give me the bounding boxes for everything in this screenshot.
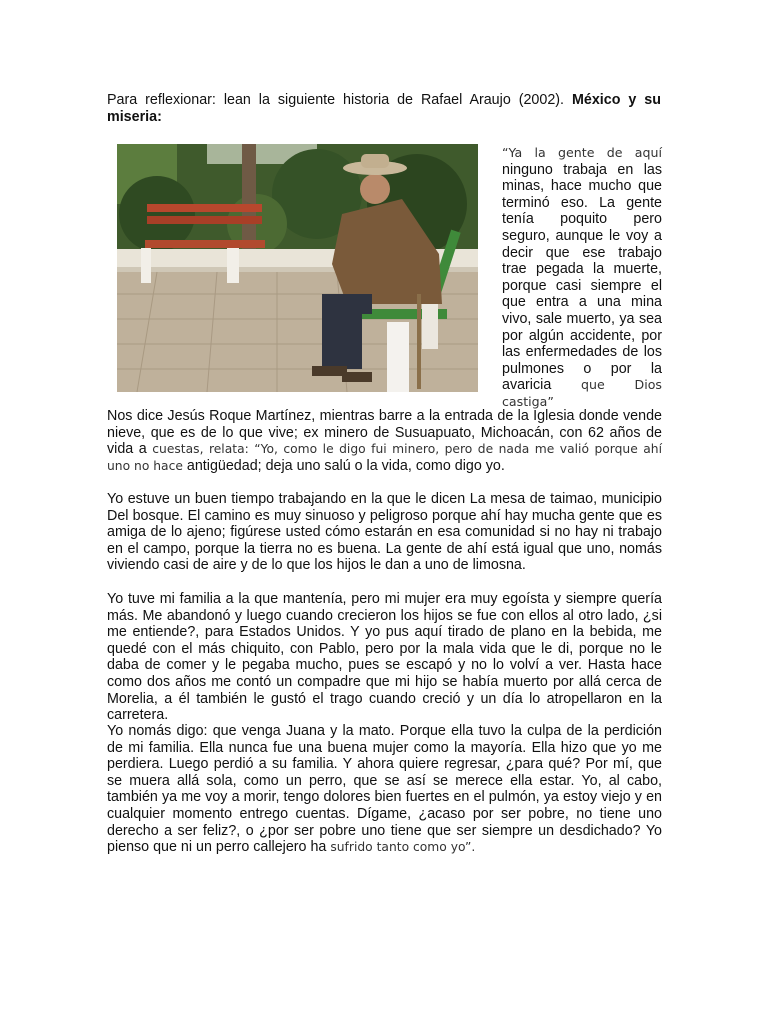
paragraph-3: Yo tuve mi familia a la que mantenía, pero mi mujer era muy egoísta y siempre quería más. Me abandonó y luego cuando crecieron los hijos se fue con ellos al otro lado, ¿si me entiende?, para Estados Unidos. Y yo pus aquí tirado de plano en la bebida, me quedé con el más chiquito, con Pablo, pero por la mala vida que le di, porque no le daba de comer y le pegaba mucho, pues se escapó y no lo volví a ver. Hasta hace como dos años me contó un compadre que mi hijo se había muerto por allá cerca de Morelia, a él también le gustó el trago cuando creció y un día lo atropellaron en la carretera. — [107, 591, 662, 724]
paragraph-4-part-b: sufrido tanto como yo”. — [330, 840, 476, 855]
paragraph-1-part-c: antigüedad; deja uno salú o la vida, como digo yo. — [186, 457, 505, 474]
paragraph-1-part-b: cuestas, relata: “Yo, como le digo fui minero, pero de nada me valió porque ahí uno no hace — [107, 442, 663, 473]
quote-closing: que Dios castiga” — [502, 377, 662, 409]
intro-lead: Para reflexionar: lean la siguiente historia de Rafael Araujo (2002). — [107, 92, 565, 108]
intro-title: México y su miseria: — [107, 92, 661, 125]
paragraph-1 — [107, 408, 662, 474]
quote-body: ninguno trabaja en las minas, hace mucho que terminó eso. La gente tenía poquito pero seguro, aunque le voy a decir que ese trabajo trae pegada la muerte, porque casi siempre el que entra a una mina vivo, sale muerto, ya sea por algún accidente, por las enfermedades de los pulmones o por la avaricia — [502, 161, 662, 394]
quote-block — [502, 145, 662, 411]
story-photo — [117, 144, 478, 392]
intro-paragraph — [107, 92, 661, 125]
paragraph-1-part-a: Nos dice Jesús Roque Martínez, mientras barre a la entrada de la Iglesia donde vende nieve, que es de lo que vive; ex minero de Susuapuato, Michoacán, con 62 años de vida a — [107, 408, 662, 458]
paragraph-4-part-a: Yo nomás digo: que venga Juana y la mato. Porque ella tuvo la culpa de la perdición de mi familia. Ella nunca fue una buena mujer como la mayoría. Ella hizo que yo me perdiera. Luego perdió a su familia. Y ahora quiere regresar, ¿para qué? Por mí, que se muera allá sola, como un perro, que se así se merece ella estar. Yo, al cabo, también ya me voy a morir, tengo dolores bien fuertes en el pulmón, ya estoy viejo y en cualquier momento entrego cuentas. Dígame, ¿acaso por ser pobre, no tiene uno derecho a ser feliz?, o ¿por ser pobre uno tiene que ser siempre un desdichado? Yo pienso que ni un perro callejero ha — [107, 723, 662, 856]
quote-opening: “Ya la gente de aquí — [502, 145, 662, 160]
paragraph-2: Yo estuve un buen tiempo trabajando en la que le dicen La mesa de taimao, municipio Del bosque. El camino es muy sinuoso y peligroso porque ahí hay mucha gente que es amiga de lo ajeno; figúrese usted cómo estarán en esa comunidad si no hay ni trabajo en el campo, porque la tierra no es buena. La gente de ahí está igual que uno, nomás viviendo casi de aire y de lo que los hijos le dan a uno de limosna. — [107, 491, 662, 574]
photo-old-man-on-bench-icon — [117, 144, 478, 392]
paragraph-4 — [107, 723, 662, 856]
